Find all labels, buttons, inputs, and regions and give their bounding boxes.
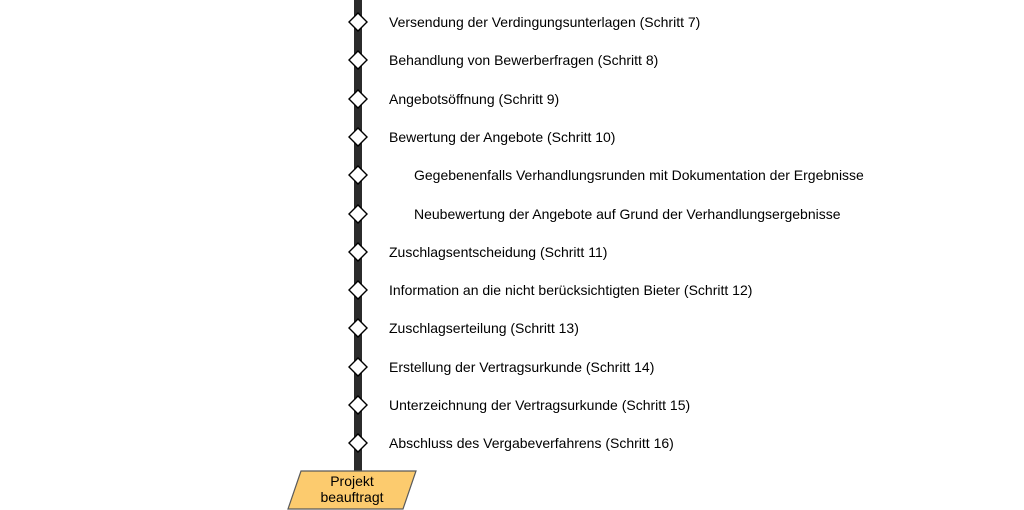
step-row (0, 44, 1024, 74)
step-label: Bewertung der Angebote (Schritt 10) (389, 128, 616, 145)
step-row (0, 427, 1024, 457)
end-node-project-awarded (287, 470, 417, 510)
step-label: Zuschlagsentscheidung (Schritt 11) (389, 243, 608, 260)
step-label: Information an die nicht berücksichtigten Bieter (Schritt 12) (389, 282, 753, 299)
diamond-milestone-icon (348, 204, 368, 224)
step-label: Zuschlagserteilung (Schritt 13) (389, 320, 579, 337)
step-label: Versendung der Verdingungsunterlagen (Schritt 7) (389, 14, 701, 30)
diamond-milestone-icon (348, 12, 368, 32)
diamond-milestone-icon (348, 127, 368, 147)
step-row (0, 198, 1024, 228)
step-row (0, 389, 1024, 419)
step-row (0, 312, 1024, 342)
diamond-milestone-icon (348, 165, 368, 185)
diamond-milestone-icon (348, 89, 368, 109)
diamond-milestone-icon (348, 50, 368, 70)
end-node-line-1: Projekt (330, 473, 374, 489)
diamond-milestone-icon (348, 318, 368, 338)
step-label: Angebotsöffnung (Schritt 9) (389, 90, 560, 107)
step-row (0, 121, 1024, 151)
step-label: Neubewertung der Angebote auf Grund der Verhandlungsergebnisse (414, 205, 841, 222)
diamond-milestone-icon (348, 357, 368, 377)
end-node-line-2: beauftragt (320, 489, 384, 505)
step-row (0, 236, 1024, 266)
end-node-label (287, 473, 417, 505)
step-label: Abschluss des Vergabeverfahrens (Schritt 16) (389, 435, 674, 452)
diamond-milestone-icon (348, 395, 368, 415)
diamond-milestone-icon (348, 280, 368, 300)
step-row (0, 83, 1024, 113)
diamond-milestone-icon (348, 242, 368, 262)
step-label: Unterzeichnung der Vertragsurkunde (Schritt 15) (389, 397, 691, 413)
step-label: Gegebenenfalls Verhandlungsrunden mit Dokumentation der Ergebnisse (414, 167, 864, 184)
step-label: Behandlung von Bewerberfragen (Schritt 8) (389, 52, 659, 69)
step-row (0, 6, 1024, 36)
step-row (0, 351, 1024, 381)
step-row (0, 274, 1024, 304)
diamond-milestone-icon (348, 433, 368, 453)
step-label: Erstellung der Vertragsurkunde (Schritt 14) (389, 358, 655, 375)
step-row (0, 159, 1024, 189)
